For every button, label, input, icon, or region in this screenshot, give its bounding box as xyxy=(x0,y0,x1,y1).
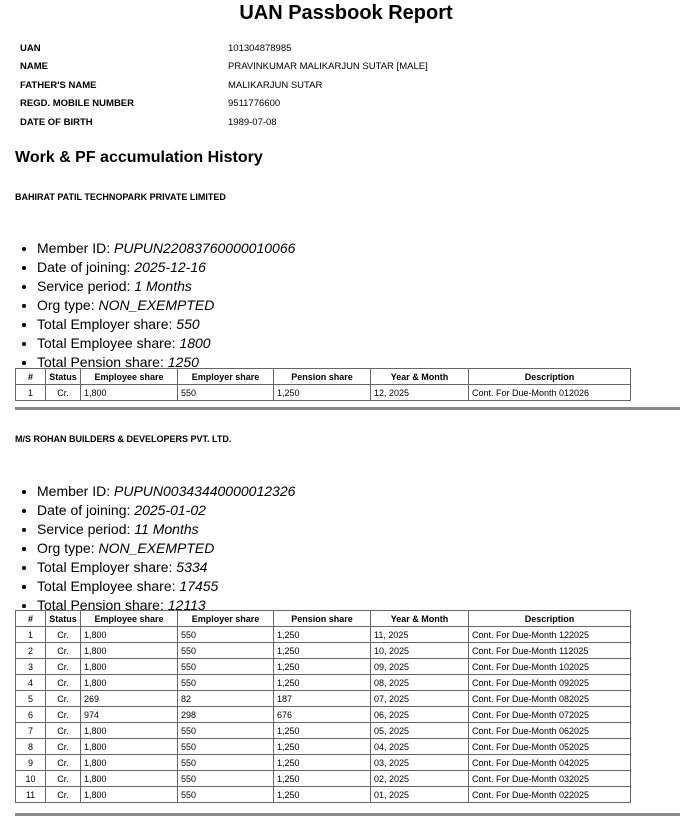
table-cell: Cont. For Due-Month 022025 xyxy=(469,787,631,803)
table-cell: 05, 2025 xyxy=(371,723,469,739)
table-cell: 1,250 xyxy=(274,385,371,401)
profile-value: 1989-07-08 xyxy=(228,116,277,128)
table-cell: Cont. For Due-Month 082025 xyxy=(469,691,631,707)
member-detail-item xyxy=(37,296,295,315)
table-cell: 1,250 xyxy=(274,675,371,691)
detail-label: Total Employee share: xyxy=(37,335,180,351)
table-cell: 1,800 xyxy=(81,739,178,755)
table-cell: Cr. xyxy=(46,643,81,659)
detail-value: 5334 xyxy=(176,559,208,575)
detail-label: Total Employer share: xyxy=(37,316,177,332)
table-cell: 1,250 xyxy=(274,659,371,675)
table-cell: Cont. For Due-Month 092025 xyxy=(469,675,631,691)
table-cell: 10, 2025 xyxy=(371,643,469,659)
detail-label: Org type: xyxy=(37,297,99,313)
table-cell: 550 xyxy=(178,627,274,643)
table-cell: 04, 2025 xyxy=(371,739,469,755)
table-cell: Cr. xyxy=(46,739,81,755)
column-header: Year & Month xyxy=(371,369,469,385)
table-cell: 1,250 xyxy=(274,787,371,803)
table-cell: 187 xyxy=(274,691,371,707)
table-cell: 550 xyxy=(178,755,274,771)
profile-value: 101304878985 xyxy=(228,42,292,54)
detail-value: NON_EXEMPTED xyxy=(98,297,215,313)
table-row xyxy=(16,723,631,739)
table-cell: Cont. For Due-Month 042025 xyxy=(469,755,631,771)
detail-label: Service period: xyxy=(37,521,135,537)
table-cell: 1,800 xyxy=(81,675,178,691)
member-details xyxy=(15,239,295,372)
table-row xyxy=(16,787,631,803)
table-cell: Cr. xyxy=(46,659,81,675)
table-cell: 550 xyxy=(178,787,274,803)
table-header xyxy=(16,611,631,627)
member-detail-item xyxy=(37,482,295,501)
table-cell: 11 xyxy=(16,787,46,803)
table-cell: 1,800 xyxy=(81,643,178,659)
table-cell: 07, 2025 xyxy=(371,691,469,707)
detail-label: Date of joining: xyxy=(37,259,135,275)
company-name: M/S ROHAN BUILDERS & DEVELOPERS PVT. LTD. xyxy=(15,434,232,444)
detail-value: 12113 xyxy=(167,597,206,613)
table-row xyxy=(16,385,631,401)
table-row xyxy=(16,755,631,771)
detail-value: 2025-01-02 xyxy=(134,502,206,518)
table-cell: 550 xyxy=(178,771,274,787)
member-detail-item xyxy=(37,577,295,596)
profile-row xyxy=(20,58,428,77)
table-row xyxy=(16,691,631,707)
table-cell: 1,250 xyxy=(274,627,371,643)
table-cell: 550 xyxy=(178,659,274,675)
profile-label: REGD. MOBILE NUMBER xyxy=(20,98,134,110)
table-cell: 1,800 xyxy=(81,723,178,739)
detail-label: Total Pension share: xyxy=(37,597,168,613)
table-row xyxy=(16,707,631,723)
detail-value: 1800 xyxy=(179,335,211,351)
column-header: Employee share xyxy=(81,611,178,627)
table-cell: 1,800 xyxy=(81,771,178,787)
profile-label: NAME xyxy=(20,61,48,73)
table-cell: 550 xyxy=(178,723,274,739)
column-header: Pension share xyxy=(274,369,371,385)
table-cell: 11, 2025 xyxy=(371,627,469,643)
table-cell: 82 xyxy=(178,691,274,707)
member-detail-item xyxy=(37,501,295,520)
table-cell: 1,250 xyxy=(274,643,371,659)
table-cell: 8 xyxy=(16,739,46,755)
table-cell: Cr. xyxy=(46,723,81,739)
profile-row xyxy=(20,39,428,58)
table-cell: Cr. xyxy=(46,787,81,803)
company-name: BAHIRAT PATIL TECHNOPARK PRIVATE LIMITED xyxy=(15,192,226,202)
table-row xyxy=(16,675,631,691)
profile-value: MALIKARJUN SUTAR xyxy=(228,79,323,91)
table-cell: 1,800 xyxy=(81,787,178,803)
table-cell: Cr. xyxy=(46,771,81,787)
profile-row xyxy=(20,113,428,132)
table-cell: 12, 2025 xyxy=(371,385,469,401)
table-cell: 3 xyxy=(16,659,46,675)
column-header: Status xyxy=(46,611,81,627)
table-cell: Cont. For Due-Month 072025 xyxy=(469,707,631,723)
member-detail-item xyxy=(37,239,295,258)
member-detail-item xyxy=(37,315,295,334)
table-cell: 09, 2025 xyxy=(371,659,469,675)
column-header: Description xyxy=(469,611,631,627)
table-cell: 03, 2025 xyxy=(371,755,469,771)
table-cell: 02, 2025 xyxy=(371,771,469,787)
table-cell: Cr. xyxy=(46,691,81,707)
column-header: Status xyxy=(46,369,81,385)
table-cell: 550 xyxy=(178,643,274,659)
detail-value: 17455 xyxy=(179,578,219,594)
table-cell: 1 xyxy=(16,385,46,401)
section-divider xyxy=(15,813,680,816)
history-heading: Work & PF accumulation History xyxy=(15,149,263,166)
member-detail-item xyxy=(37,277,295,296)
table-cell: 5 xyxy=(16,691,46,707)
detail-label: Total Employer share: xyxy=(37,559,177,575)
table-cell: 10 xyxy=(16,771,46,787)
detail-label: Total Employee share: xyxy=(37,578,180,594)
detail-value: 2025-12-16 xyxy=(134,259,206,275)
column-header: Employer share xyxy=(178,611,274,627)
member-detail-item xyxy=(37,334,295,353)
member-details xyxy=(15,482,295,615)
table-cell: Cont. For Due-Month 102025 xyxy=(469,659,631,675)
table-cell: Cont. For Due-Month 122025 xyxy=(469,627,631,643)
detail-value: NON_EXEMPTED xyxy=(98,540,215,556)
table-cell: 7 xyxy=(16,723,46,739)
member-detail-item xyxy=(37,558,295,577)
profile-info xyxy=(20,39,428,132)
contribution-table xyxy=(15,610,631,803)
detail-label: Member ID: xyxy=(37,483,115,499)
table-cell: 06, 2025 xyxy=(371,707,469,723)
table-row xyxy=(16,739,631,755)
detail-value: PUPUN00343440000012326 xyxy=(114,483,296,499)
profile-value: 9511776600 xyxy=(228,98,281,110)
table-row xyxy=(16,771,631,787)
table-cell: Cr. xyxy=(46,675,81,691)
table-cell: 4 xyxy=(16,675,46,691)
profile-label: FATHER'S NAME xyxy=(20,79,97,91)
table-cell: 550 xyxy=(178,385,274,401)
table-cell: Cr. xyxy=(46,627,81,643)
table-cell: Cont. For Due-Month 032025 xyxy=(469,771,631,787)
table-cell: Cont. For Due-Month 052025 xyxy=(469,739,631,755)
table-cell: 269 xyxy=(81,691,178,707)
table-cell: Cr. xyxy=(46,385,81,401)
section-divider xyxy=(15,407,680,410)
member-detail-item xyxy=(37,520,295,539)
detail-label: Date of joining: xyxy=(37,502,135,518)
detail-value: 1250 xyxy=(167,354,199,370)
column-header: Description xyxy=(469,369,631,385)
table-cell: 1 xyxy=(16,627,46,643)
contribution-table xyxy=(15,368,631,401)
table-cell: 1,250 xyxy=(274,771,371,787)
column-header: # xyxy=(16,369,46,385)
detail-label: Org type: xyxy=(37,540,99,556)
table-cell: 1,800 xyxy=(81,385,178,401)
member-detail-item xyxy=(37,258,295,277)
table-cell: 01, 2025 xyxy=(371,787,469,803)
column-header: Employer share xyxy=(178,369,274,385)
column-header: Pension share xyxy=(274,611,371,627)
table-cell: Cr. xyxy=(46,707,81,723)
detail-value: 1 Months xyxy=(134,278,192,294)
table-row xyxy=(16,659,631,675)
table-cell: 1,250 xyxy=(274,755,371,771)
table-cell: 298 xyxy=(178,707,274,723)
table-cell: 550 xyxy=(178,675,274,691)
column-header: # xyxy=(16,611,46,627)
table-cell: 2 xyxy=(16,643,46,659)
table-cell: 9 xyxy=(16,755,46,771)
profile-label: DATE OF BIRTH xyxy=(20,116,93,128)
table-cell: 08, 2025 xyxy=(371,675,469,691)
detail-label: Total Pension share: xyxy=(37,354,168,370)
detail-value: PUPUN22083760000010066 xyxy=(114,240,296,256)
table-cell: Cont. For Due-Month 012026 xyxy=(469,385,631,401)
detail-label: Member ID: xyxy=(37,240,115,256)
table-cell: 550 xyxy=(178,739,274,755)
member-detail-item xyxy=(37,539,295,558)
table-header xyxy=(16,369,631,385)
table-cell: 676 xyxy=(274,707,371,723)
detail-value: 11 Months xyxy=(134,521,199,537)
profile-row xyxy=(20,76,428,95)
table-cell: 1,800 xyxy=(81,755,178,771)
table-cell: 6 xyxy=(16,707,46,723)
detail-value: 550 xyxy=(176,316,200,332)
profile-value: PRAVINKUMAR MALIKARJUN SUTAR [MALE] xyxy=(228,61,428,73)
column-header: Employee share xyxy=(81,369,178,385)
profile-label: UAN xyxy=(20,42,41,54)
table-cell: Cont. For Due-Month 112025 xyxy=(469,643,631,659)
table-cell: 1,800 xyxy=(81,659,178,675)
table-row xyxy=(16,643,631,659)
table-cell: 1,800 xyxy=(81,627,178,643)
table-cell: 1,250 xyxy=(274,723,371,739)
table-row xyxy=(16,627,631,643)
profile-row xyxy=(20,95,428,114)
table-cell: Cont. For Due-Month 062025 xyxy=(469,723,631,739)
page-title: UAN Passbook Report xyxy=(239,2,453,24)
table-cell: 974 xyxy=(81,707,178,723)
detail-label: Service period: xyxy=(37,278,135,294)
table-cell: Cr. xyxy=(46,755,81,771)
column-header: Year & Month xyxy=(371,611,469,627)
table-cell: 1,250 xyxy=(274,739,371,755)
